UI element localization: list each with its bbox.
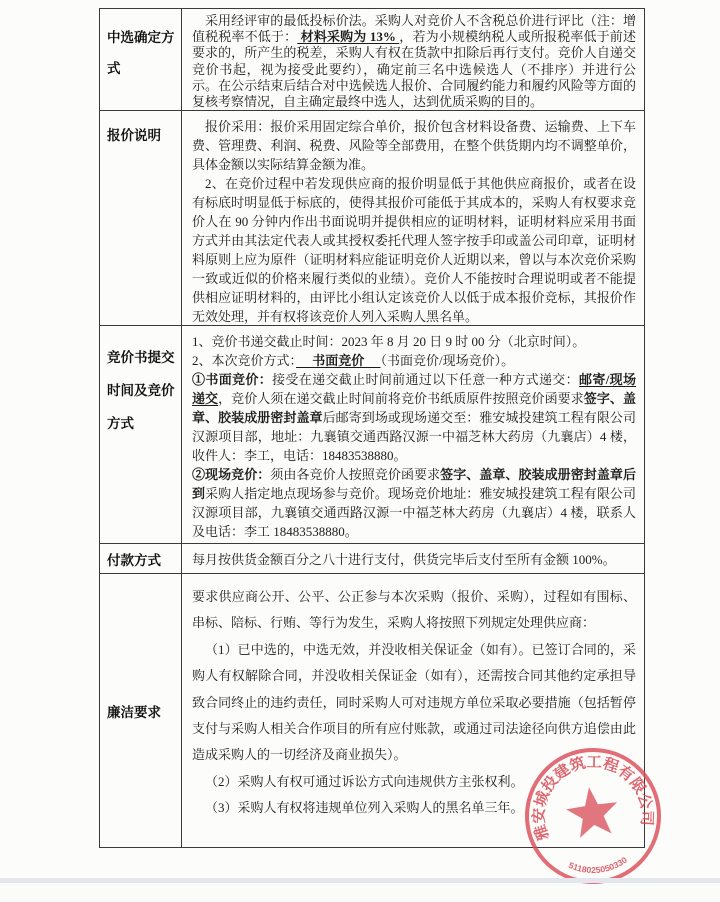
- text-segment: 接受在递交截止时间前通过以下任意一种方式递交：: [272, 372, 579, 387]
- text-segment: 书面竞价: [296, 353, 381, 368]
- text-segment: ②现场竞价：: [192, 467, 271, 482]
- row-label: 廉洁要求: [100, 574, 182, 847]
- text-segment: 2、本次竞价方式：: [192, 353, 297, 368]
- row-content: [182, 326, 644, 543]
- seal-company-text: 雅安城投建筑工程有限公司: [531, 754, 655, 843]
- row-content: [182, 9, 644, 110]
- row-content: [182, 544, 644, 573]
- text-segment: 报价采用：报价采用固定综合单价，报价包含材料设备费、运输费、上下车费、管理费、利润、税费、风险等全部费用，在整个供货期内均不调整单价，具体金额以实际结算金额为准。: [192, 119, 636, 172]
- text-segment: 每月按供货金额百分之八十进行支付，供货完毕后支付至所有金额 100%。: [192, 552, 616, 567]
- text-segment: 邮寄/现场递交: [192, 372, 636, 406]
- paragraph: [192, 351, 636, 370]
- text-segment: 2、在竞价过程中若发现供应商的报价明显低于其他供应商报价，或者在设有标底时明显低于标底的，使得其报价可能低于其成本的，采购人有权要求竞价人在 90 分钟内作出书面说明并提供相应的证明材料，证明材料应采用书面方式并由其法定代表人或其授权委托代理人签字按手印或盖公司印章，证明材料原则上应为原件（证明材料应能证明竞价人近期以来，曾以与本次竞价采购一致或近似的价格来履行类似的业绩）。竞价人不能按时合理说明或者不能提供相应证明材料的，由评比小组认定该竞价人以低于成本报价竞标，其报价作无效处理，并有权将该竞价人列入采购人黑名单。: [192, 176, 636, 324]
- table-row: [100, 9, 644, 111]
- paragraph: [192, 117, 636, 174]
- table-row: [100, 544, 644, 574]
- row-content: [182, 111, 644, 325]
- paragraph: [192, 465, 636, 541]
- text-segment: （书面竞价/现场竞价）。: [380, 353, 515, 368]
- row-label: 竞价书提交时间及竞价方式: [100, 326, 182, 543]
- row-label: 付款方式: [100, 544, 182, 573]
- paragraph: [192, 795, 636, 821]
- text-segment: （2）采购人有权可通过诉讼方式向违规供方主张权利。: [205, 773, 524, 789]
- text-segment: 须由各竞价人按照竞价函要求: [270, 467, 441, 482]
- text-segment: 1、竞价书递交截止时间：2023 年 8 月 20 日 9 时 00 分（北京时间）。: [192, 334, 586, 349]
- text-segment: ①书面竞价：: [192, 372, 273, 387]
- table-row: [100, 111, 644, 326]
- text-segment: 采购人指定地点现场参与竞价。现场竞价地址：雅安城投建筑工程有限公司汉源项目部，九襄镇交通西路汉源一中福芝林大药房（九襄店）4 楼，联系人及电话：李工 18483538880。: [192, 486, 636, 539]
- text-segment: 签字、盖章、胶装成册密封盖章后到: [192, 467, 636, 501]
- row-label: 中选确定方式: [100, 9, 182, 110]
- paragraph: [192, 584, 636, 637]
- text-segment: 采用经评审的最低投标价法。采购人对竞价人不含税总价进行评比（注：增值税税率不低于：: [192, 13, 636, 45]
- text-segment: （3）采购人有权将违规单位列入采购人的黑名单三年。: [205, 800, 524, 816]
- text-segment: ，若为小规模纳税人或所报税率低于前述要求的，所产生的税差，采购人有权在货款中扣除后再行支付。竞价人自递交竞价书起，视为接受此要约），确定前三名中选候选人（不排序）并进行公示。在公示结束后结合对中选候选人报价、合同履约能力和履约风险等方面的复核考察情况，自主确定最终中选人，达到优质采购的目的。: [192, 29, 636, 110]
- table-row: [100, 574, 644, 847]
- text-segment: 要求供应商公开、公平、公正参与本次采购（报价、采购），过程如有围标、串标、陪标、行贿、等行为发生，采购人将按照下列规定处理供应商：: [192, 589, 636, 631]
- paragraph: [192, 769, 636, 795]
- paragraph: [192, 174, 636, 325]
- text-segment: 签字、盖章、胶装成册密封盖章: [192, 391, 636, 425]
- text-segment: 后邮寄到场或现场递交至：雅安城投建筑工程有限公司汉源项目部，地址：九襄镇交通西路汉源一中福芝林大药房（九襄店）4 楼，收件人：李工，电话：18483538880。: [192, 410, 636, 463]
- text-segment: ，竞价人须在递交截止时间前将竞价书纸质原件按照竞价函要求: [218, 391, 584, 406]
- text-segment: 材料采购为 13%: [297, 29, 400, 45]
- table-row: [100, 326, 644, 544]
- paragraph: [192, 13, 636, 110]
- row-label: 报价说明: [100, 111, 182, 325]
- spec-table: [99, 8, 645, 848]
- seal-number-text: 5118025050330: [567, 854, 629, 876]
- paragraph: [192, 549, 616, 568]
- paragraph: [192, 370, 636, 465]
- row-content: [182, 574, 644, 847]
- paragraph: [192, 332, 636, 351]
- paragraph: [192, 637, 636, 769]
- text-segment: （1）已中选的，中选无效，并没收相关保证金（如有）。已签订合同的，采购人有权解除合同，并没收相关保证金（如有），还需按合同其他约定承担导致合同终止的违约责任，同时采购人可对违规方单位采取必要措施（包括暂停支付与采购人相关合作项目的所有应付账款，或通过司法途径向供方追偿由此造成采购人的一切经济及商业损失）。: [192, 641, 636, 763]
- scan-edge-strip: [0, 878, 720, 883]
